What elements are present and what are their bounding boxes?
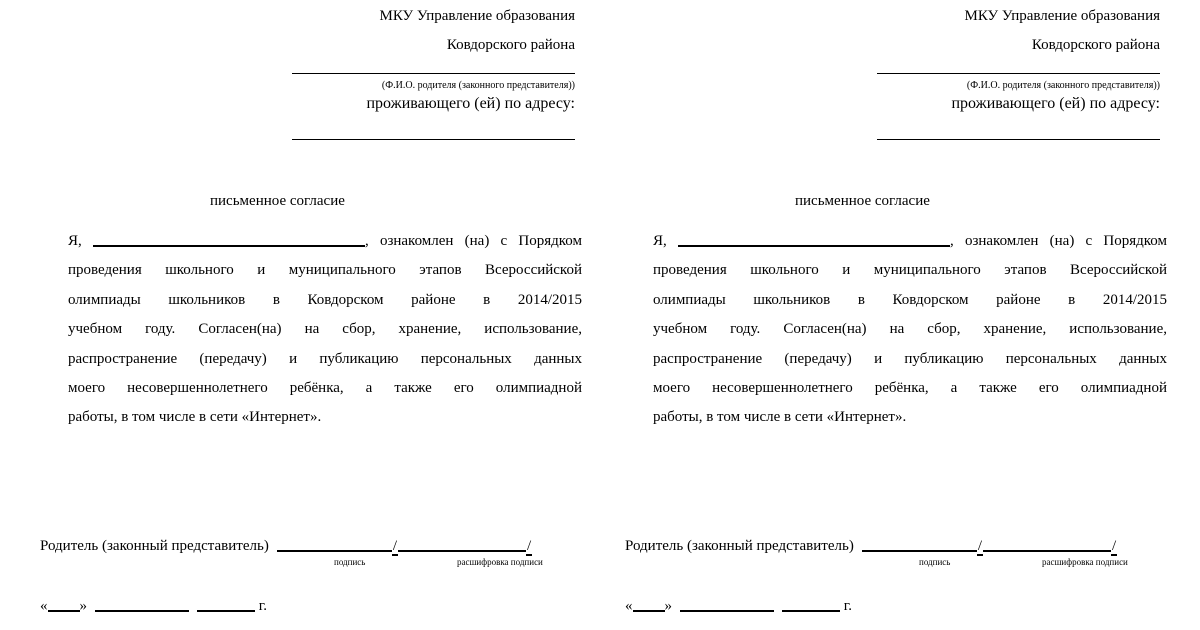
body-line-1: , ознакомлен (на) с Порядком — [949, 233, 1168, 249]
body-line-7: работы, в том числе в сети «Интернет». — [68, 409, 322, 426]
signature-slash: / — [977, 538, 982, 554]
signature-field[interactable] — [862, 536, 977, 552]
body-line-7: работы, в том числе в сети «Интернет». — [653, 409, 907, 426]
date-close-quote: » — [79, 598, 87, 614]
signature-caption: подпись — [919, 557, 951, 567]
body-line-4: учебном году. Согласен(на) на сбор, хранение, использование, — [68, 321, 582, 338]
recipient-org-line1: МКУ Управление образования — [379, 8, 575, 24]
recipient-org-line2: Ковдорского района — [446, 37, 575, 53]
date-open-quote: « — [625, 598, 633, 614]
date-year-field[interactable] — [197, 596, 255, 612]
date-day-field[interactable] — [633, 596, 665, 612]
body-line-4: учебном году. Согласен(на) на сбор, хранение, использование, — [653, 321, 1167, 338]
body-row-1 — [653, 231, 1167, 260]
date-year-field[interactable] — [782, 596, 840, 612]
consent-body — [653, 231, 1167, 437]
parent-name-field[interactable] — [877, 73, 1160, 74]
body-line-2: проведения школьного и муниципального этапов Всероссийской — [68, 262, 582, 279]
body-line-3: олимпиады школьников в Ковдорском районе в 2014/2015 — [653, 291, 1167, 308]
body-line-1: , ознакомлен (на) с Порядком — [364, 233, 583, 249]
signature-row — [625, 536, 1117, 556]
date-year-suffix: г. — [843, 598, 852, 614]
address-field[interactable] — [292, 139, 575, 140]
date-day-field[interactable] — [48, 596, 80, 612]
date-year-suffix: г. — [258, 598, 267, 614]
body-line-5: распространение (передачу) и публикацию персональных данных — [653, 350, 1167, 367]
date-month-field[interactable] — [680, 596, 774, 612]
signature-decode-caption: расшифровка подписи — [1042, 557, 1128, 567]
signature-label: Родитель (законный представитель) — [40, 538, 269, 554]
parent-name-field[interactable] — [292, 73, 575, 74]
recipient-org-line2: Ковдорского района — [1031, 37, 1160, 53]
date-row — [40, 596, 267, 615]
document-title: письменное согласие — [210, 193, 345, 209]
child-name-field[interactable] — [678, 231, 950, 247]
address-field[interactable] — [877, 139, 1160, 140]
date-open-quote: « — [40, 598, 48, 614]
signature-slash: / — [392, 538, 397, 554]
document-title: письменное согласие — [795, 193, 930, 209]
consent-form-right — [585, 0, 1175, 630]
signature-row — [40, 536, 532, 556]
body-prefix: Я, — [68, 233, 82, 249]
body-line-2: проведения школьного и муниципального этапов Всероссийской — [653, 262, 1167, 279]
signature-field[interactable] — [277, 536, 392, 552]
body-row-1 — [68, 231, 582, 260]
signature-caption: подпись — [334, 557, 366, 567]
signature-decode-caption: расшифровка подписи — [457, 557, 543, 567]
address-label: проживающего (ей) по адресу: — [951, 95, 1160, 112]
body-line-6: моего несовершеннолетнего ребёнка, а также его олимпиадной — [68, 379, 582, 396]
date-close-quote: » — [664, 598, 672, 614]
recipient-org-line1: МКУ Управление образования — [964, 8, 1160, 24]
consent-form-left — [0, 0, 590, 630]
date-row — [625, 596, 852, 615]
signature-label: Родитель (законный представитель) — [625, 538, 854, 554]
parent-name-caption: (Ф.И.О. родителя (законного представителя)) — [381, 80, 575, 91]
signature-slash-end: / — [1112, 538, 1117, 554]
child-name-field[interactable] — [93, 231, 365, 247]
body-line-3: олимпиады школьников в Ковдорском районе в 2014/2015 — [68, 291, 582, 308]
body-prefix: Я, — [653, 233, 667, 249]
body-line-6: моего несовершеннолетнего ребёнка, а также его олимпиадной — [653, 379, 1167, 396]
date-month-field[interactable] — [95, 596, 189, 612]
signature-decode-field[interactable] — [983, 536, 1111, 552]
consent-body — [68, 231, 582, 437]
signature-decode-field[interactable] — [398, 536, 526, 552]
parent-name-caption: (Ф.И.О. родителя (законного представителя)) — [966, 80, 1160, 91]
body-line-5: распространение (передачу) и публикацию персональных данных — [68, 350, 582, 367]
address-label: проживающего (ей) по адресу: — [366, 95, 575, 112]
signature-slash-end: / — [527, 538, 532, 554]
